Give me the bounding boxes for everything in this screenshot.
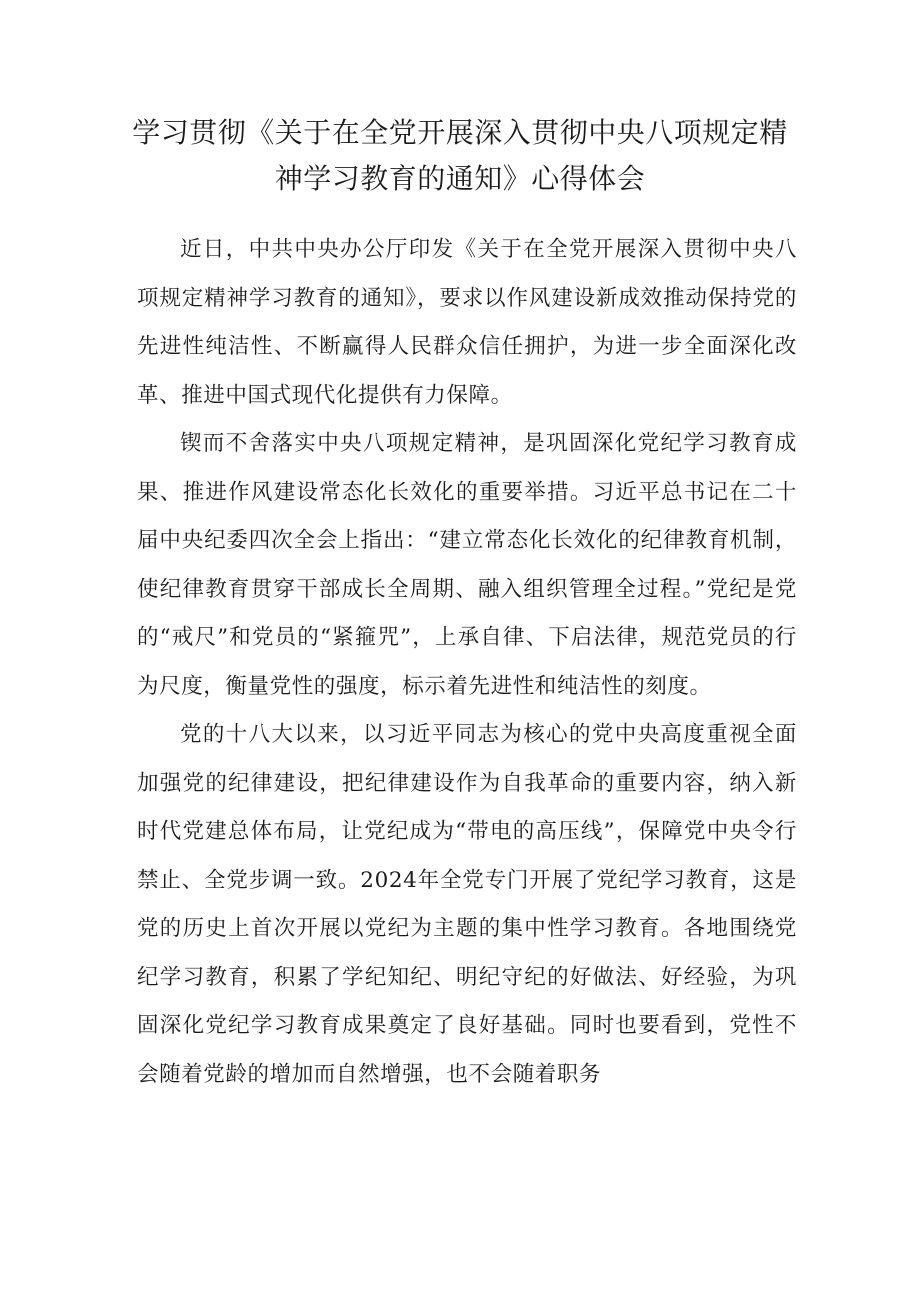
document-title [130, 110, 790, 202]
paragraph-2: 锲而不舍落实中央八项规定精神，是巩固深化党纪学习教育成果、推进作风建设常态化长效化的重要举措。习近平总书记在二十届中央纪委四次全会上指出：“建立常态化长效化的纪律教育机制，使纪律教育贯穿干部成长全周期、融入组织管理全过程。”党纪是党的“戒尺”和党员的“紧箍咒”，上承自律、下启法律，规范党员的行为尺度，衡量党性的强度，标示着先进性和纯洁性的刻度。 [137, 431, 797, 699]
document-body [137, 226, 797, 1099]
paragraph-3: 党的十八大以来，以习近平同志为核心的党中央高度重视全面加强党的纪律建设，把纪律建设作为自我革命的重要内容，纳入新时代党建总体布局，让党纪成为“带电的高压线”，保障党中央令行禁止、全党步调一致。2024年全党专门开展了党纪学习教育，这是党的历史上首次开展以党纪为主题的集中性学习教育。各地围绕党纪学习教育，积累了学纪知纪、明纪守纪的好做法、好经验，为巩固深化党纪学习教育成果奠定了良好基础。同时也要看到，党性不会随着党龄的增加而自然增强，也不会随着职务 [137, 722, 797, 1087]
title-line-1: 学习贯彻《关于在全党开展深入贯彻中央八项规定精 [132, 116, 788, 149]
title-line-2: 神学习教育的通知》心得体会 [274, 162, 646, 195]
paragraph-1: 近日，中共中央办公厅印发《关于在全党开展深入贯彻中央八项规定精神学习教育的通知》，要求以作风建设新成效推动保持党的先进性纯洁性、不断赢得人民群众信任拥护，为进一步全面深化改革、推进中国式现代化提供有力保障。 [137, 237, 797, 408]
